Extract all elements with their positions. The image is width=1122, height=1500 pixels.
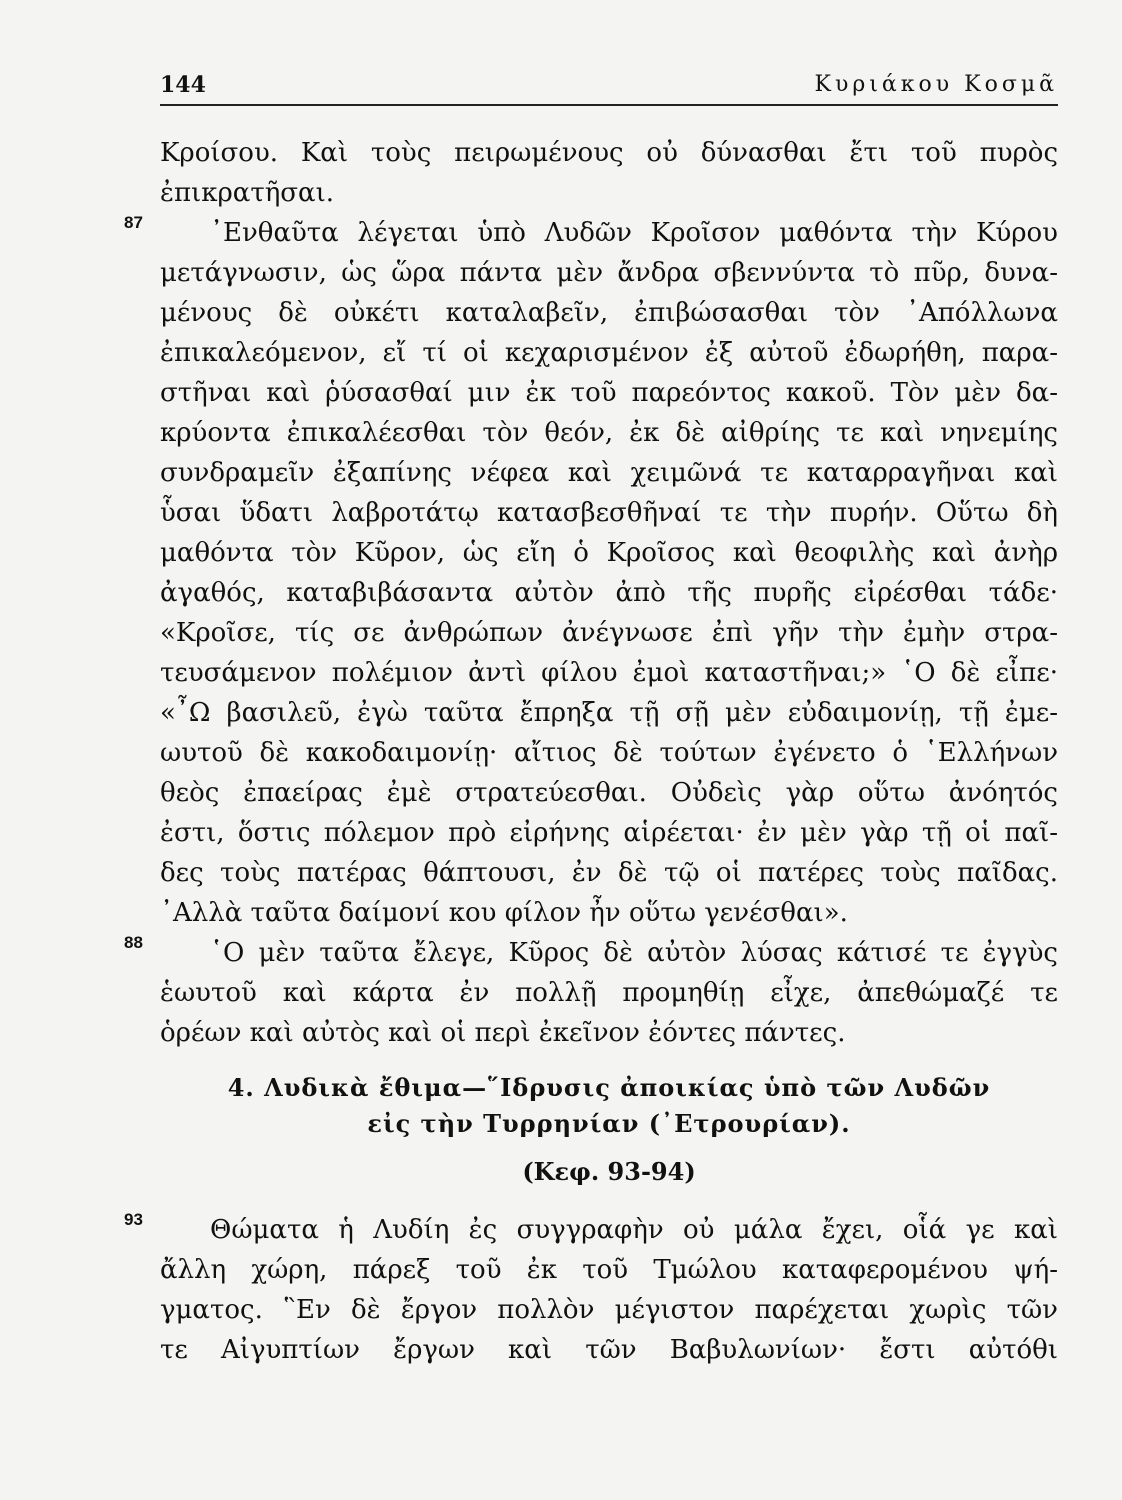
- text-line: τευσάμενον πολέμιον ἀντὶ φίλου ἐμοὶ καταστῆναι;» ῾Ο δὲ εἶπε·: [160, 658, 1058, 688]
- text-line: ἐπικρατῆσαι.: [160, 178, 335, 208]
- text-line: ἐπικαλεόμενον, εἴ τί οἱ κεχαρισμένον ἐξ αὐτοῦ ἐδωρήθη, παρα-: [160, 338, 1058, 368]
- text-line: ἄλλη χώρη, πάρεξ τοῦ ἐκ τοῦ Τμώλου καταφερομένου ψή-: [160, 1255, 1058, 1285]
- section-heading-line-1: 4. Λυδικὰ ἔθιμα—῞Ιδρυσις ἀποικίας ὑπὸ τῶν Λυδῶν: [227, 1073, 991, 1102]
- text-line: ὁρέων καὶ αὐτὸς καὶ οἱ περὶ ἐκεῖνον ἐόντες πάντες.: [160, 1018, 846, 1048]
- page-header: [160, 72, 1058, 106]
- running-head: Κυριάκου Κοσμᾶ: [814, 72, 1058, 97]
- text-line: ἀγαθός, καταβιβάσαντα αὐτὸν ἀπὸ τῆς πυρῆς εἰρέσθαι τάδε·: [160, 578, 1058, 608]
- text-line: ωυτοῦ δὲ κακοδαιμονίῃ· αἴτιος δὲ τούτων ἐγένετο ὁ ῾Ελλήνων: [160, 738, 1058, 768]
- section-heading-line-2: εἰς τὴν Τυρρηνίαν (᾿Ετρουρίαν).: [367, 1109, 851, 1138]
- chapter-reference: (Κεφ. 93-94): [522, 1157, 696, 1186]
- section-number: 93: [124, 1210, 143, 1229]
- text-line: ὗσαι ὕδατι λαβροτάτῳ κατασβεσθῆναί τε τὴν πυρήν. Οὕτω δὴ: [160, 498, 1058, 528]
- text-line: Θώματα ἡ Λυδίη ἐς συγγραφὴν οὐ μάλα ἔχει, οἷά γε καὶ: [210, 1215, 1058, 1245]
- text-line: ᾿Ενθαῦτα λέγεται ὑπὸ Λυδῶν Κροῖσον μαθόντα τὴν Κύρου: [210, 218, 1058, 248]
- text-line: μαθόντα τὸν Κῦρον, ὡς εἴη ὁ Κροῖσος καὶ θεοφιλὴς καὶ ἀνὴρ: [160, 538, 1058, 568]
- text-line: ἐστι, ὅστις πόλεμον πρὸ εἰρήνης αἱρέεται· ἐν μὲν γὰρ τῇ οἱ παῖ-: [160, 818, 1058, 848]
- text-line: δες τοὺς πατέρας θάπτουσι, ἐν δὲ τῷ οἱ πατέρες τοὺς παῖδας.: [160, 858, 1058, 888]
- text-line: γματος. ῝Εν δὲ ἔργον πολλὸν μέγιστον παρέχεται χωρὶς τῶν: [160, 1295, 1058, 1325]
- text-line: μένους δὲ οὐκέτι καταλαβεῖν, ἐπιβώσασθαι τὸν ᾿Απόλλωνα: [160, 298, 1058, 328]
- page-number: 144: [160, 72, 206, 98]
- text-line: στῆναι καὶ ῥύσασθαί μιν ἐκ τοῦ παρεόντος κακοῦ. Τὸν μὲν δα-: [160, 378, 1058, 408]
- main-text: [124, 133, 1058, 1053]
- section-number: 88: [124, 933, 143, 952]
- text-line: θεὸς ἐπαείρας ἐμὲ στρατεύεσθαι. Οὐδεὶς γὰρ οὕτω ἀνόητός: [160, 778, 1058, 808]
- text-line: ῾Ο μὲν ταῦτα ἔλεγε, Κῦρος δὲ αὐτὸν λύσας κάτισέ τε ἐγγὺς: [210, 938, 1058, 968]
- section-number: 87: [124, 213, 143, 232]
- text-line: τε Αἰγυπτίων ἔργων καὶ τῶν Βαβυλωνίων· ἔστι αὐτόθι: [160, 1335, 1058, 1365]
- text-line: «῏Ω βασιλεῦ, ἐγὼ ταῦτα ἔπρηξα τῇ σῇ μὲν εὐδαιμονίῃ, τῇ ἐμε-: [160, 698, 1058, 728]
- text-line: «Κροῖσε, τίς σε ἀνθρώπων ἀνέγνωσε ἐπὶ γῆν τὴν ἐμὴν στρα-: [160, 618, 1058, 648]
- text-line: συνδραμεῖν ἐξαπίνης νέφεα καὶ χειμῶνά τε καταρραγῆναι καὶ: [160, 458, 1058, 488]
- paragraph-93: [124, 1210, 1058, 1370]
- paragraph-88: [124, 933, 1058, 1053]
- text-line: Κροίσου. Καὶ τοὺς πειρωμένους οὐ δύνασθαι ἔτι τοῦ πυρὸς: [160, 138, 1058, 168]
- text-line: μετάγνωσιν, ὡς ὥρα πάντα μὲν ἄνδρα σβεννύντα τὸ πῦρ, δυνα-: [160, 258, 1058, 288]
- text-line: ᾿Αλλὰ ταῦτα δαίμονί κου φίλον ἦν οὕτω γενέσθαι».: [160, 898, 848, 928]
- paragraph-87: [124, 213, 1058, 933]
- text-line: κρύοντα ἐπικαλέεσθαι τὸν θεόν, ἐκ δὲ αἰθρίης τε καὶ νηνεμίης: [160, 418, 1058, 448]
- text-line: ἑωυτοῦ καὶ κάρτα ἐν πολλῇ προμηθίῃ εἶχε, ἀπεθώμαζέ τε: [160, 978, 1058, 1008]
